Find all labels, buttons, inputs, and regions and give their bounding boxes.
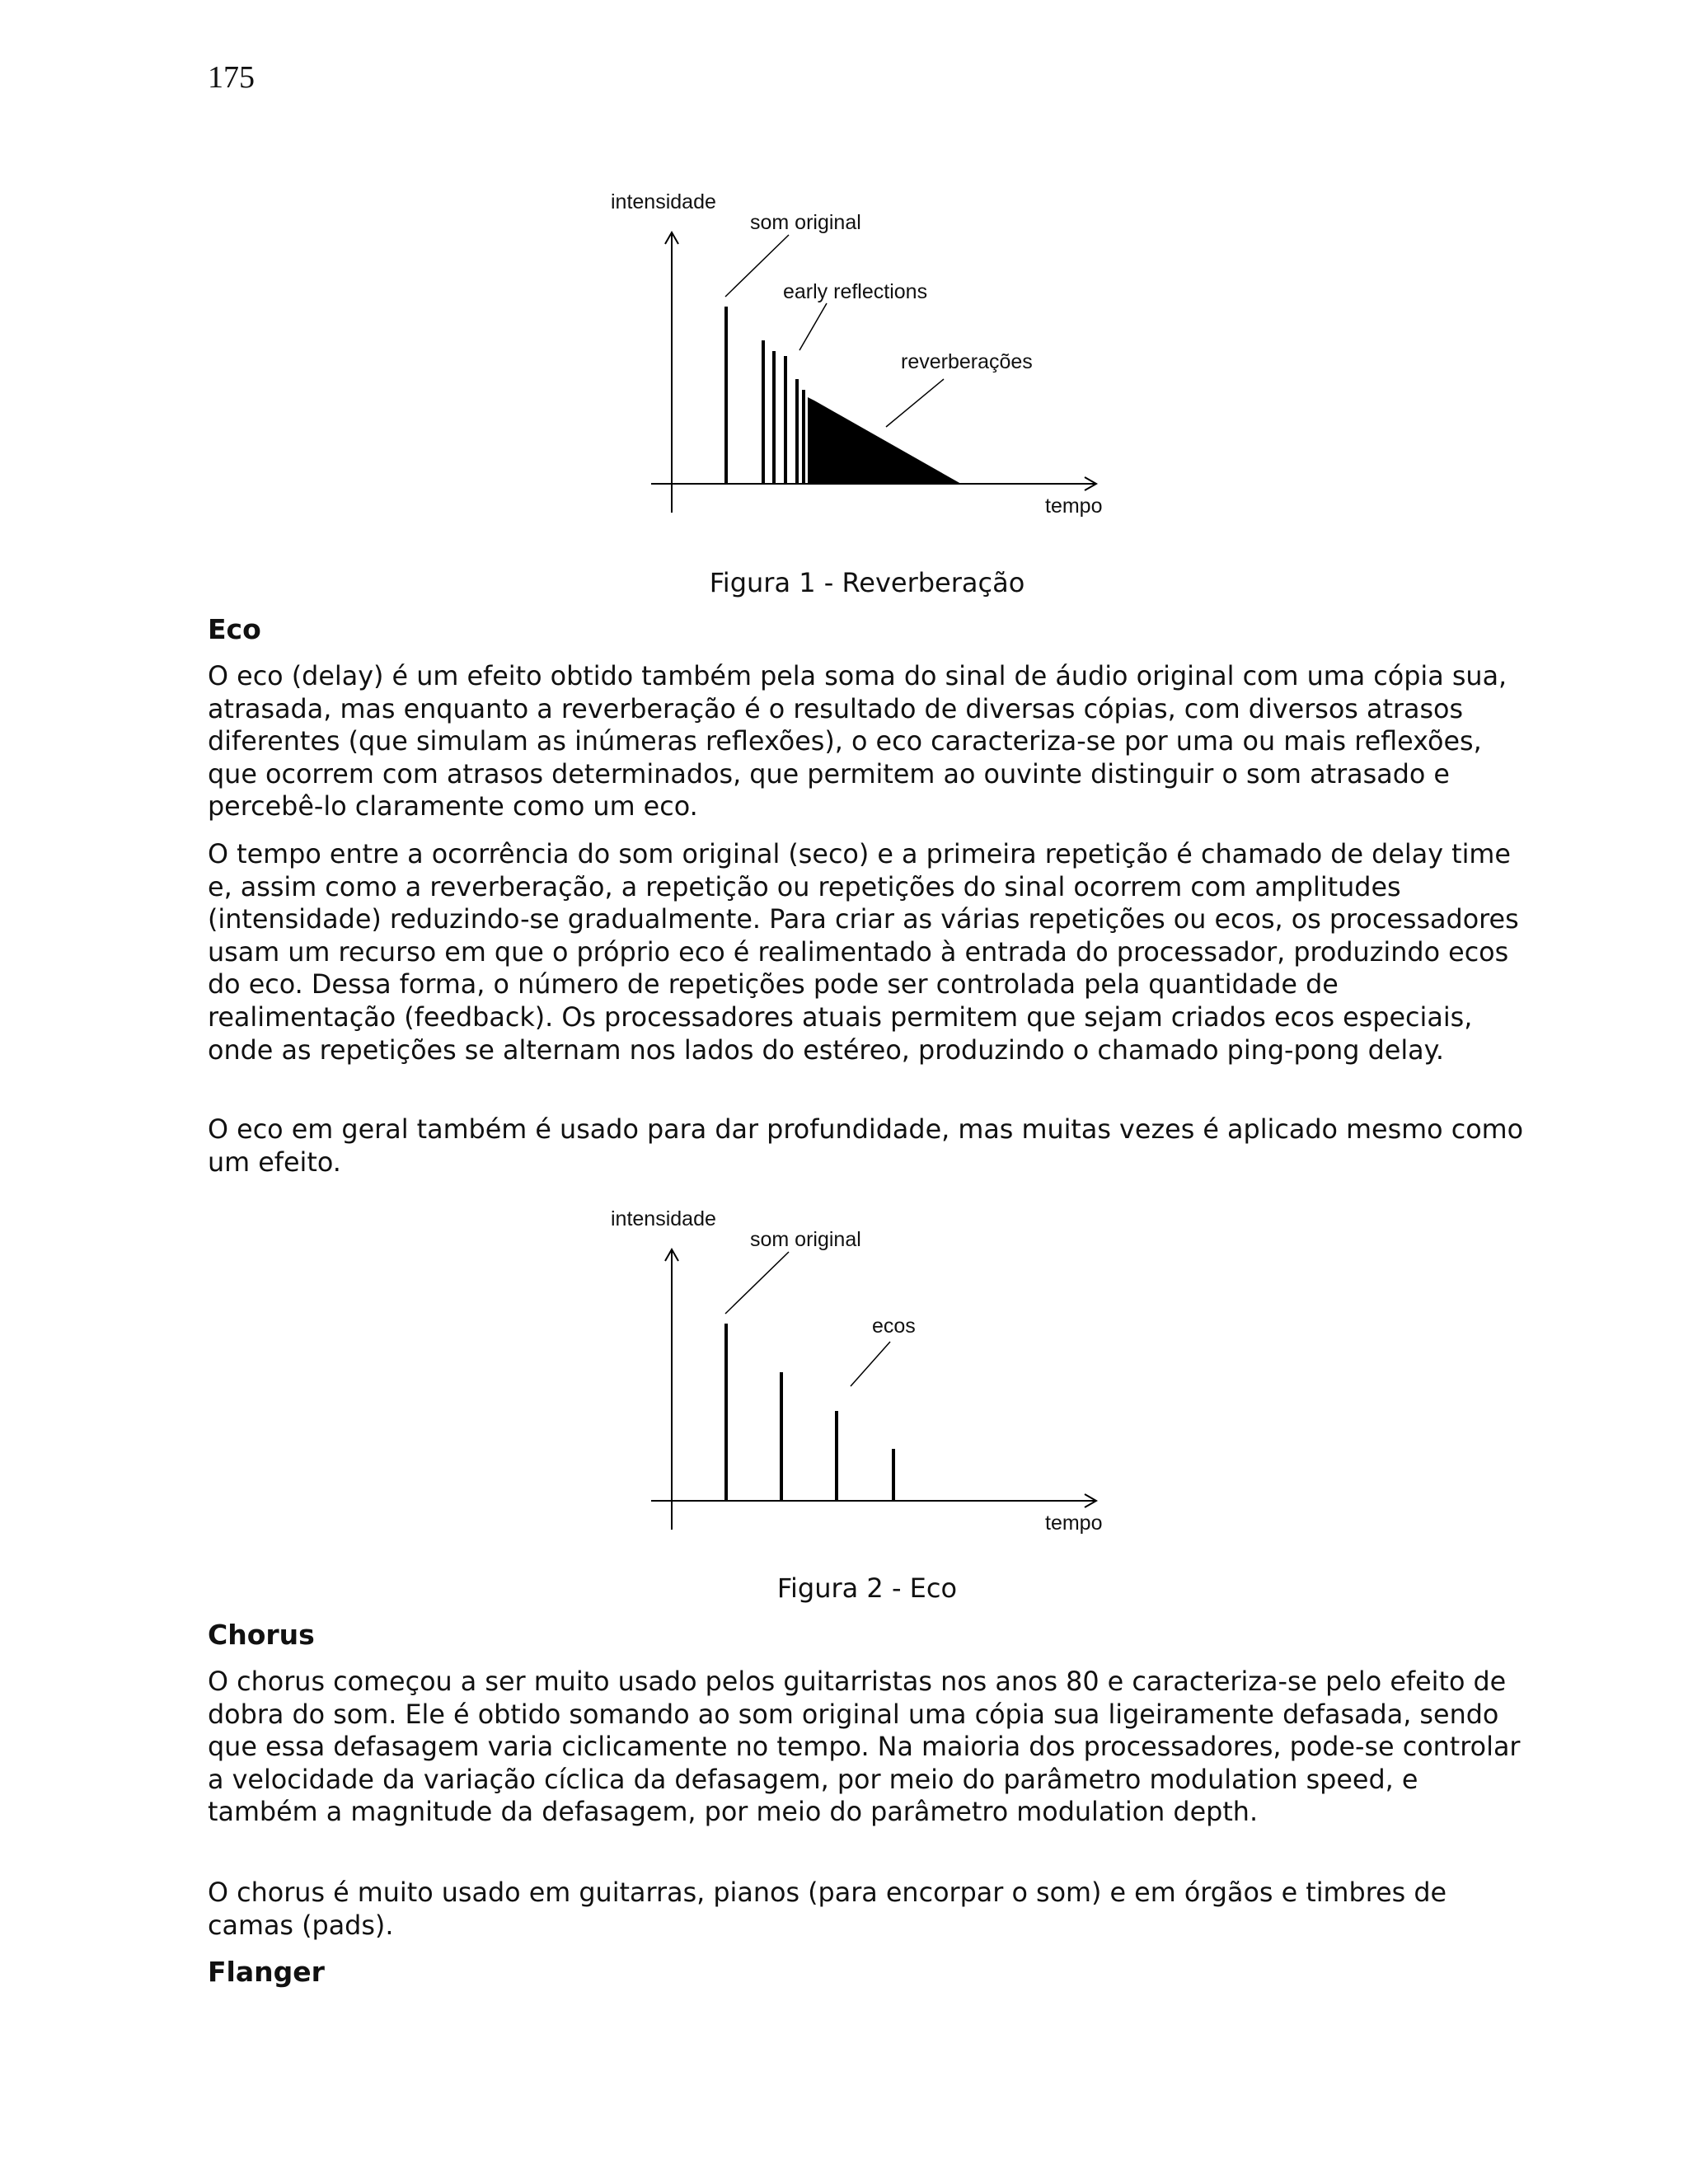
figure-reverberation <box>602 181 1113 527</box>
heading-eco: Eco <box>208 613 261 645</box>
figure-2-caption: Figura 2 - Eco <box>776 1572 958 1604</box>
x-axis-label: tempo <box>1045 494 1103 518</box>
figure-echo <box>602 1198 1113 1544</box>
paragraph: O eco (delay) é um efeito obtido também pela soma do sinal de áudio original com uma cópia sua, atrasada, mas enquanto a reverberação é o resultado de diversas cópias, com diversos atrasos diferentes (que simulam as inúmeras reflexões), o eco caracteriza-se por uma ou mais reflexões, que ocorrem com atrasos determinados, que permitem ao ouvinte distinguir o som atrasado e percebê-lo claramente como um eco. <box>208 661 1507 823</box>
echoes-pointer-line <box>851 1342 890 1386</box>
y-axis-label: intensidade <box>611 1207 716 1230</box>
reverberation-decay <box>808 397 961 484</box>
paragraph: O eco em geral também é usado para dar profundidade, mas muitas vezes é aplicado mesmo como um efeito. <box>208 1114 1524 1178</box>
heading-flanger: Flanger <box>208 1956 325 1988</box>
echoes-label: ecos <box>872 1315 916 1338</box>
early-reflections-label: early reflections <box>783 280 928 303</box>
original-sound-label: som original <box>750 1228 861 1251</box>
original-pointer-line <box>725 1252 789 1314</box>
x-axis-label: tempo <box>1045 1511 1103 1535</box>
page-number: 175 <box>208 60 255 95</box>
original-pointer-line <box>725 235 789 297</box>
paragraph: O chorus é muito usado em guitarras, pianos (para encorpar o som) e em órgãos e timbres de camas (pads). <box>208 1877 1447 1941</box>
figure-1-caption: Figura 1 - Reverberação <box>709 567 1025 598</box>
paragraph: O chorus começou a ser muito usado pelos guitarristas nos anos 80 e caracteriza-se pelo efeito de dobra do som. Ele é obtido somando ao som original uma cópia sua ligeiramente defasada, sendo que essa defasagem varia ciclicamente no tempo. Na maioria dos processadores, pode-se controlar a velocidade da variação cíclica da defasagem, por meio do parâmetro modulation speed, e também a magnitude da defasagem, por meio do parâmetro modulation depth. <box>208 1666 1521 1828</box>
paragraph: O tempo entre a ocorrência do som original (seco) e a primeira repetição é chamado de delay time e, assim como a reverberação, a repetição ou repetições do sinal ocorrem com amplitudes (intensidade) reduzindo-se gradualmente. Para criar as várias repetições ou ecos, os processadores usam um recurso em que o próprio eco é realimentado à entrada do processador, produzindo ecos do eco. Dessa forma, o número de repetições pode ser controlada pela quantidade de realimentação (feedback). Os processadores atuais permitem que sejam criados ecos especiais, onde as repetições se alternam nos lados do estéreo, produzindo o chamado ping-pong delay. <box>208 839 1519 1066</box>
reverb-pointer-line <box>886 379 944 427</box>
early-pointer-line <box>799 303 827 350</box>
y-axis-label: intensidade <box>611 190 716 213</box>
echo-diagram <box>602 1198 1113 1544</box>
original-sound-label: som original <box>750 211 861 234</box>
reverberation-label: reverberações <box>901 350 1033 373</box>
heading-chorus: Chorus <box>208 1619 315 1651</box>
reverberation-diagram <box>602 181 1113 527</box>
